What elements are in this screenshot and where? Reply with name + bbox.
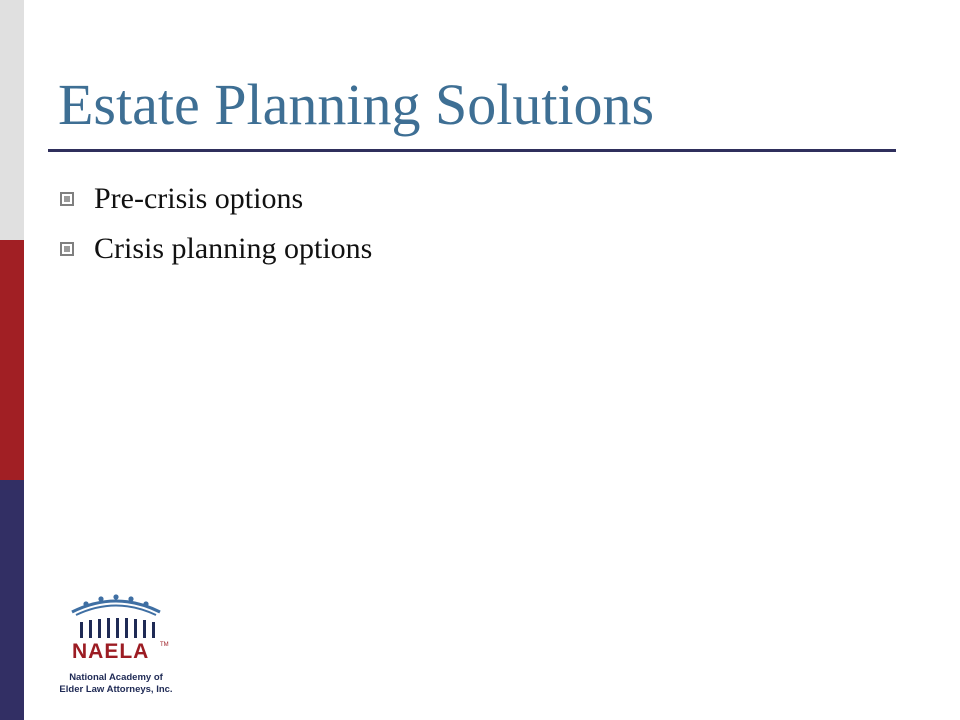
bullet-list (60, 174, 372, 274)
bullet-item (60, 174, 372, 224)
side-bar-red-segment (0, 240, 24, 480)
logo-subtitle-line-2: Elder Law Attorneys, Inc. (59, 684, 173, 695)
bullet-text: Crisis planning options (94, 232, 373, 265)
bullet-item (60, 224, 372, 274)
naela-logo (56, 592, 176, 702)
title-underline (48, 149, 896, 152)
side-bar-navy-segment (0, 480, 24, 720)
bullet-text: Pre-crisis options (94, 182, 304, 215)
square-bullet-icon (60, 242, 74, 256)
side-color-bar (0, 0, 24, 720)
slide-title: Estate Planning Solutions (58, 72, 655, 137)
logo-name: NAELA (72, 640, 150, 663)
logo-trademark: TM (160, 642, 169, 648)
logo-subtitle-line-1: National Academy of (69, 672, 163, 683)
square-bullet-icon (60, 192, 74, 206)
side-bar-gray-segment (0, 0, 24, 240)
people-arch-icon (56, 592, 176, 642)
